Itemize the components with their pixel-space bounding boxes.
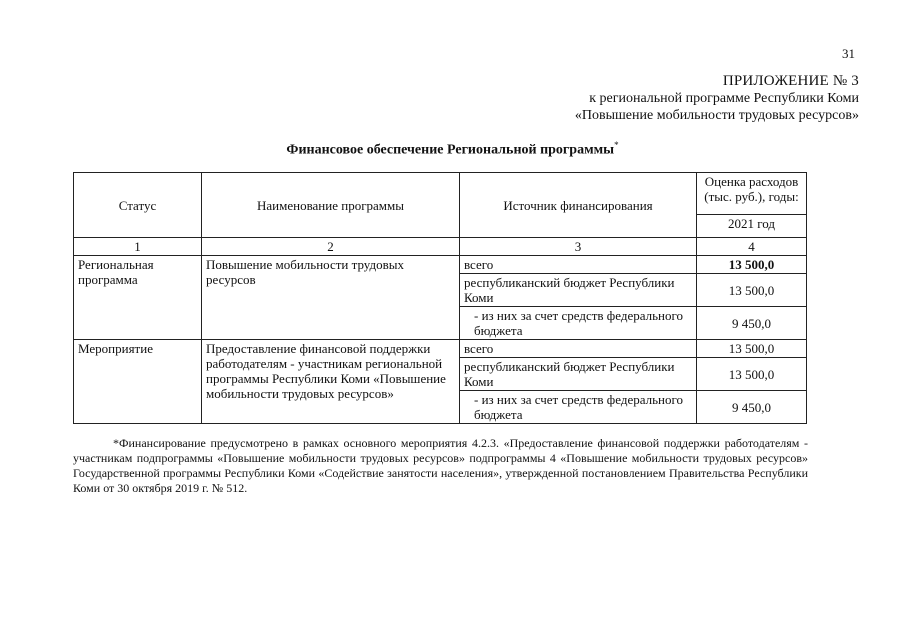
source-cell: республиканский бюджет Республики Коми — [460, 358, 697, 391]
table-row — [74, 340, 807, 358]
source-cell: всего — [460, 256, 697, 274]
source-cell: всего — [460, 340, 697, 358]
header-status: Статус — [74, 173, 202, 238]
source-cell: - из них за счет средств федерального бюджета — [460, 391, 697, 424]
financing-table — [73, 172, 807, 424]
value-cell: 13 500,0 — [697, 340, 807, 358]
value-cell: 13 500,0 — [697, 274, 807, 307]
source-cell: - из них за счет средств федерального бюджета — [460, 307, 697, 340]
col-number-1: 1 — [74, 238, 202, 256]
header-name: Наименование программы — [202, 173, 460, 238]
column-number-row — [74, 238, 807, 256]
value-cell: 13 500,0 — [697, 256, 807, 274]
col-number-3: 3 — [460, 238, 697, 256]
header-source: Источник финансирования — [460, 173, 697, 238]
value-cell: 9 450,0 — [697, 307, 807, 340]
footnote-mark: * — [614, 140, 619, 150]
appendix-line-3: «Повышение мобильности трудовых ресурсов» — [574, 108, 859, 123]
status-cell: Региональная программа — [74, 256, 202, 340]
document-title — [0, 140, 905, 159]
page-number: 31 — [842, 46, 855, 61]
source-cell: республиканский бюджет Республики Коми — [460, 274, 697, 307]
header-year: 2021 год — [697, 215, 807, 238]
header-estimate: Оценка расходов (тыс. руб.), годы: — [697, 173, 807, 215]
program-name-cell: Повышение мобильности трудовых ресурсов — [202, 256, 460, 340]
value-cell: 13 500,0 — [697, 358, 807, 391]
col-number-4: 4 — [697, 238, 807, 256]
footnote — [73, 436, 808, 496]
appendix-title: ПРИЛОЖЕНИЕ № 3 — [722, 73, 859, 89]
value-cell: 9 450,0 — [697, 391, 807, 424]
appendix-line-2: к региональной программе Республики Коми — [589, 91, 859, 106]
table-row — [74, 256, 807, 274]
status-cell: Мероприятие — [74, 340, 202, 424]
col-number-2: 2 — [202, 238, 460, 256]
appendix-header — [575, 73, 859, 124]
document-title-text: Финансовое обеспечение Региональной программы — [286, 142, 615, 158]
program-name-cell: Предоставление финансовой поддержки работодателям - участникам региональной программы Республики Коми «Повышение мобильности трудовых ресурсов» — [202, 340, 460, 424]
footnote-text: *Финансирование предусмотрено в рамках основного мероприятия 4.2.3. «Предоставление финансовой поддержки работодателям - участникам подпрограммы «Повышение мобильности трудовых ресурсов» подпрограммы 4 «Повышение мобильности трудовых ресурсов» Государственной программы Республики Коми «Содействие занятости населения», утвержденной постановлением Правительства Республики Коми от 30 октября 2019 г. № 512. — [73, 436, 808, 495]
header-row — [74, 173, 807, 215]
